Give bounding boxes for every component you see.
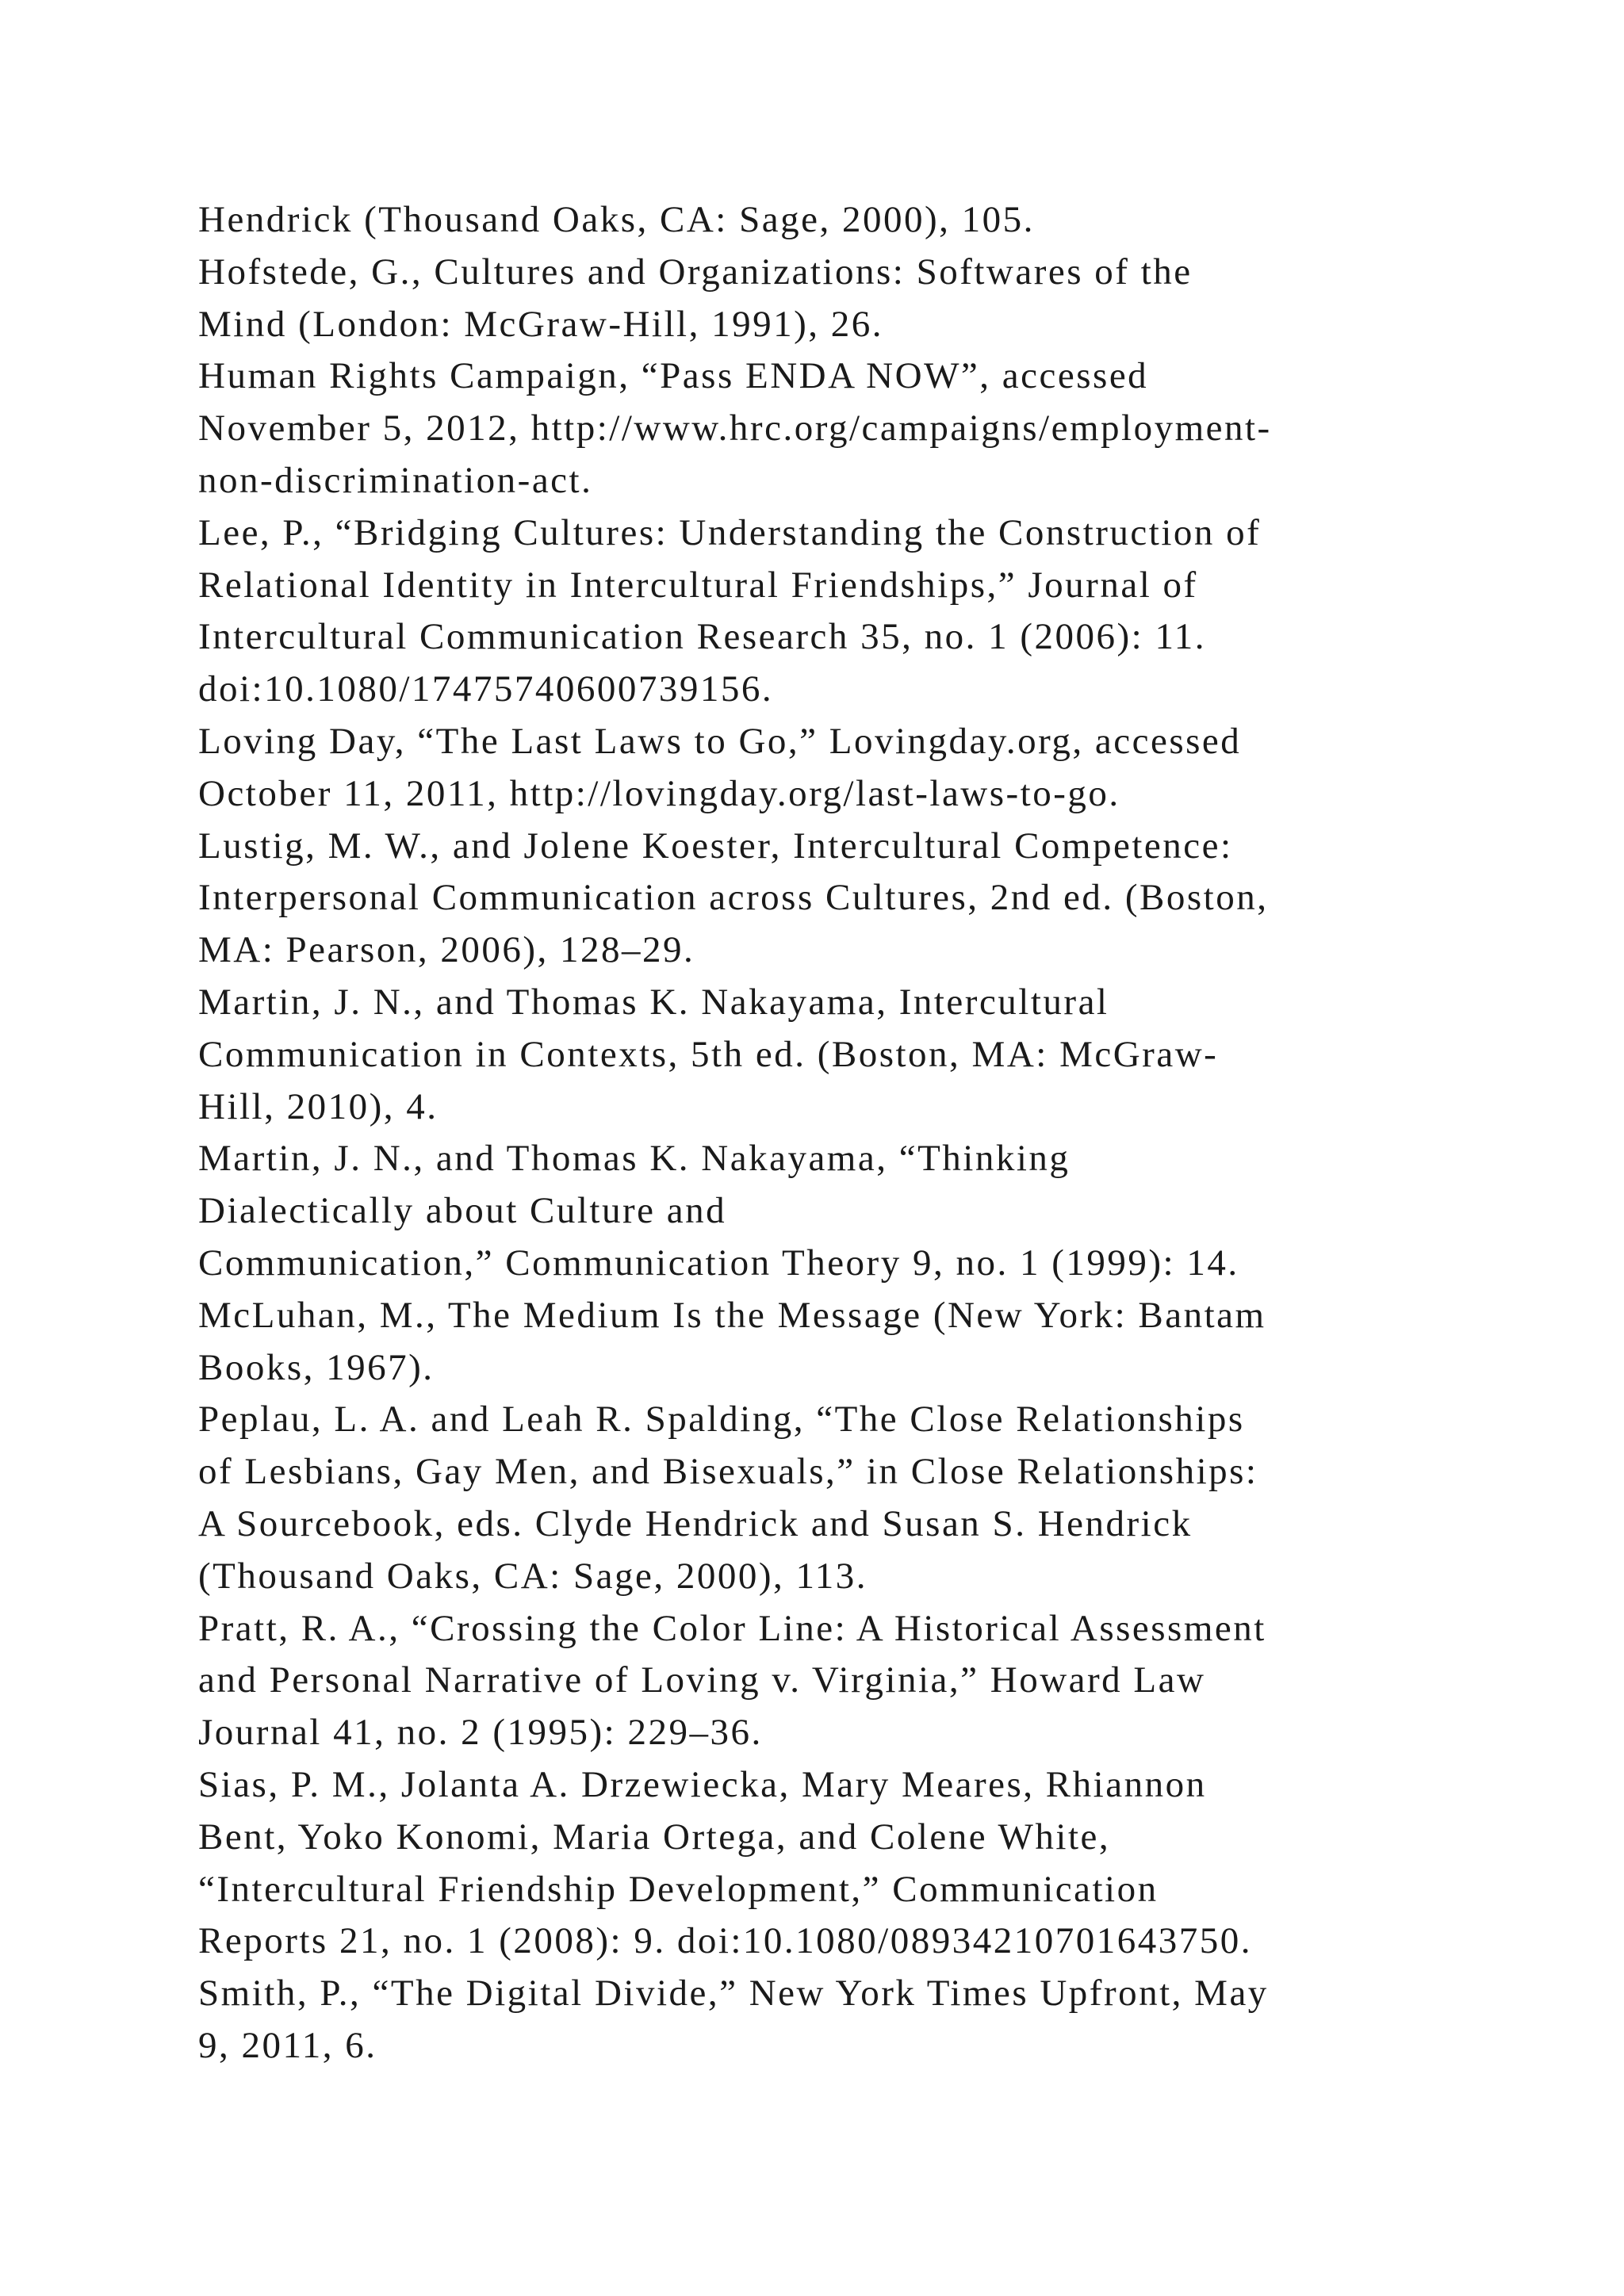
text-line: Hendrick (Thousand Oaks, CA: Sage, 2000), 105. (198, 199, 1035, 240)
text-line: Interpersonal Communication across Cultures, 2nd ed. (Boston, (198, 877, 1269, 919)
text-line: Smith, P., “The Digital Divide,” New York Times Upfront, May (198, 1973, 1269, 2015)
text-line: MA: Pearson, 2006), 128–29. (198, 929, 695, 971)
text-line: Bent, Yoko Konomi, Maria Ortega, and Colene White, (198, 1816, 1111, 1858)
text-line: Hofstede, G., Cultures and Organizations: Softwares of the (198, 251, 1193, 293)
text-line: Human Rights Campaign, “Pass ENDA NOW”, accessed (198, 355, 1149, 397)
text-line: Hill, 2010), 4. (198, 1085, 439, 1127)
text-line: Martin, J. N., and Thomas K. Nakayama, “Thinking (198, 1138, 1071, 1180)
text-line: November 5, 2012, http://www.hrc.org/campaigns/employment- (198, 408, 1272, 450)
text-line: A Sourcebook, eds. Clyde Hendrick and Susan S. Hendrick (198, 1502, 1193, 1544)
text-line: October 11, 2011, http://lovingday.org/last-laws-to-go. (198, 772, 1120, 814)
text-line: Communication in Contexts, 5th ed. (Boston, MA: McGraw- (198, 1033, 1219, 1075)
text-line: 9, 2011, 6. (198, 2024, 377, 2066)
text-line: Communication,” Communication Theory 9, no. 1 (1999): 14. (198, 1242, 1239, 1284)
text-line: Martin, J. N., and Thomas K. Nakayama, Intercultural (198, 981, 1109, 1023)
text-line: Sias, P. M., Jolanta A. Drzewiecka, Mary Meares, Rhiannon (198, 1763, 1207, 1805)
text-line: Lustig, M. W., and Jolene Koester, Intercultural Competence: (198, 825, 1233, 867)
text-line: non-discrimination-act. (198, 459, 593, 501)
bibliography-text (198, 194, 1435, 2072)
text-line: Reports 21, no. 1 (2008): 9. doi:10.1080/08934210701643750. (198, 1920, 1252, 1962)
text-line: Books, 1967). (198, 1346, 435, 1388)
text-line: McLuhan, M., The Medium Is the Message (New York: Bantam (198, 1294, 1266, 1336)
text-line: Journal 41, no. 2 (1995): 229–36. (198, 1712, 763, 1754)
text-line: doi:10.1080/17475740600739156. (198, 668, 774, 710)
text-line: (Thousand Oaks, CA: Sage, 2000), 113. (198, 1555, 868, 1597)
text-line: Dialectically about Culture and (198, 1190, 727, 1232)
text-line: and Personal Narrative of Loving v. Virginia,” Howard Law (198, 1659, 1206, 1701)
text-line: Peplau, L. A. and Leah R. Spalding, “The Close Relationships (198, 1399, 1245, 1441)
text-line: Pratt, R. A., “Crossing the Color Line: A Historical Assessment (198, 1607, 1266, 1649)
text-line: Loving Day, “The Last Laws to Go,” Lovingday.org, accessed (198, 720, 1242, 762)
text-line: Intercultural Communication Research 35, no. 1 (2006): 11. (198, 616, 1206, 658)
text-line: “Intercultural Friendship Development,” Communication (198, 1868, 1159, 1910)
text-line: Relational Identity in Intercultural Friendships,” Journal of (198, 564, 1198, 606)
text-line: of Lesbians, Gay Men, and Bisexuals,” in Close Relationships: (198, 1451, 1258, 1493)
text-line: Lee, P., “Bridging Cultures: Understanding the Construction of (198, 511, 1262, 553)
text-line: Mind (London: McGraw-Hill, 1991), 26. (198, 303, 883, 345)
